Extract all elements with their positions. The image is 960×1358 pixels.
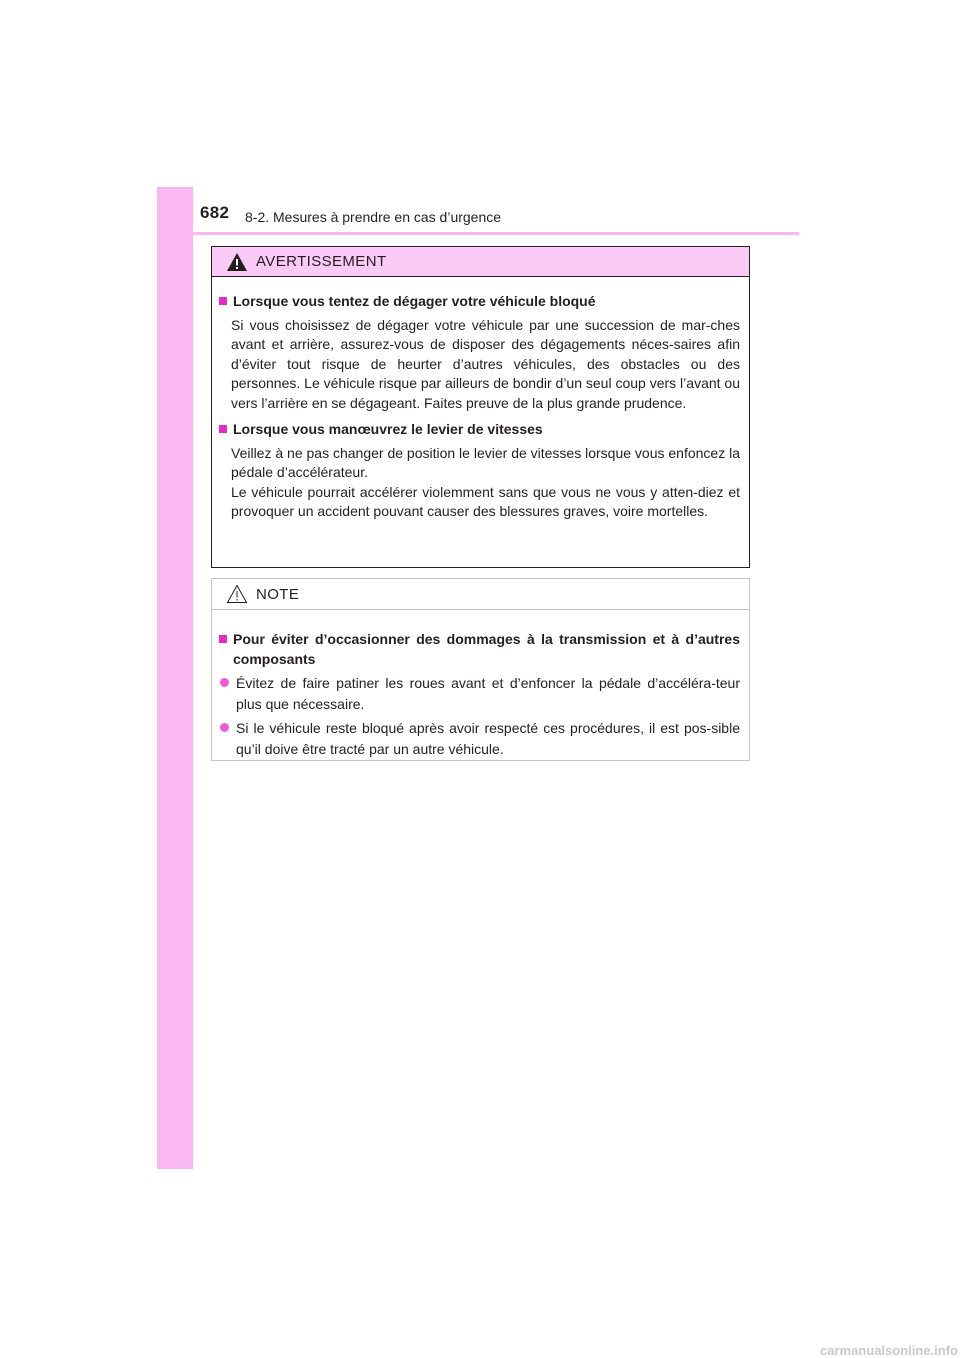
square-bullet-icon — [219, 425, 227, 433]
warning-item — [219, 292, 740, 312]
chapter-sidebar-tab — [157, 187, 193, 1169]
warning-box — [211, 246, 750, 568]
warning-paragraph: Le véhicule pourrait accélérer violemment sans que vous ne vous y atten-diez et provoquer un accident pouvant causer des blessures graves, voire mortelles. — [231, 483, 740, 519]
note-body — [212, 610, 749, 759]
page-number: 682 — [200, 203, 230, 222]
note-bullet — [219, 718, 740, 759]
note-bullet — [219, 673, 740, 714]
square-bullet-icon — [219, 635, 227, 643]
note-box — [211, 578, 750, 761]
caution-triangle-icon — [226, 584, 248, 604]
warning-item — [219, 420, 740, 440]
round-bullet-icon — [220, 723, 229, 732]
note-item — [219, 630, 740, 669]
warning-item-heading: Lorsque vous manœuvrez le levier de vitesses — [233, 421, 543, 437]
warning-triangle-icon — [226, 252, 248, 272]
note-heading: Pour éviter d’occasionner des dommages à la transmission et à d’autres composants — [233, 631, 740, 667]
warning-paragraph: Veillez à ne pas changer de position le levier de vitesses lorsque vous enfoncez la pédale d’accélérateur. — [231, 444, 740, 480]
warning-header — [212, 247, 749, 277]
note-bullet-text: Si le véhicule reste bloqué après avoir respecté ces procédures, il est pos-sible qu’il doive être tracté par un autre véhicule. — [236, 720, 740, 757]
square-bullet-icon — [219, 297, 227, 305]
site-watermark: carmanualsonline.info — [820, 1343, 958, 1358]
round-bullet-icon — [220, 678, 229, 687]
note-bullet-text: Évitez de faire patiner les roues avant et d’enfoncer la pédale d’accéléra-teur plus que nécessaire. — [236, 675, 740, 712]
header-rule — [193, 232, 799, 235]
note-header — [212, 579, 749, 610]
section-title: 8-2. Mesures à prendre en cas d’urgence — [245, 209, 502, 225]
warning-item-heading: Lorsque vous tentez de dégager votre véhicule bloqué — [233, 293, 596, 309]
warning-title: AVERTISSEMENT — [256, 253, 387, 270]
warning-paragraph: Si vous choisissez de dégager votre véhicule par une succession de mar-ches avant et arrière, assurez-vous de disposer des dégagements néces-saires afin d’éviter tout risque de heurter d’autres véhicules, des obstacles ou des personnes. Le véhicule risque par ailleurs de bondir d’un seul coup vers l’avant ou vers l’arrière en se dégageant. Faites preuve de la plus grande prudence. — [231, 316, 740, 411]
note-title: NOTE — [256, 585, 300, 603]
warning-body — [212, 277, 749, 522]
